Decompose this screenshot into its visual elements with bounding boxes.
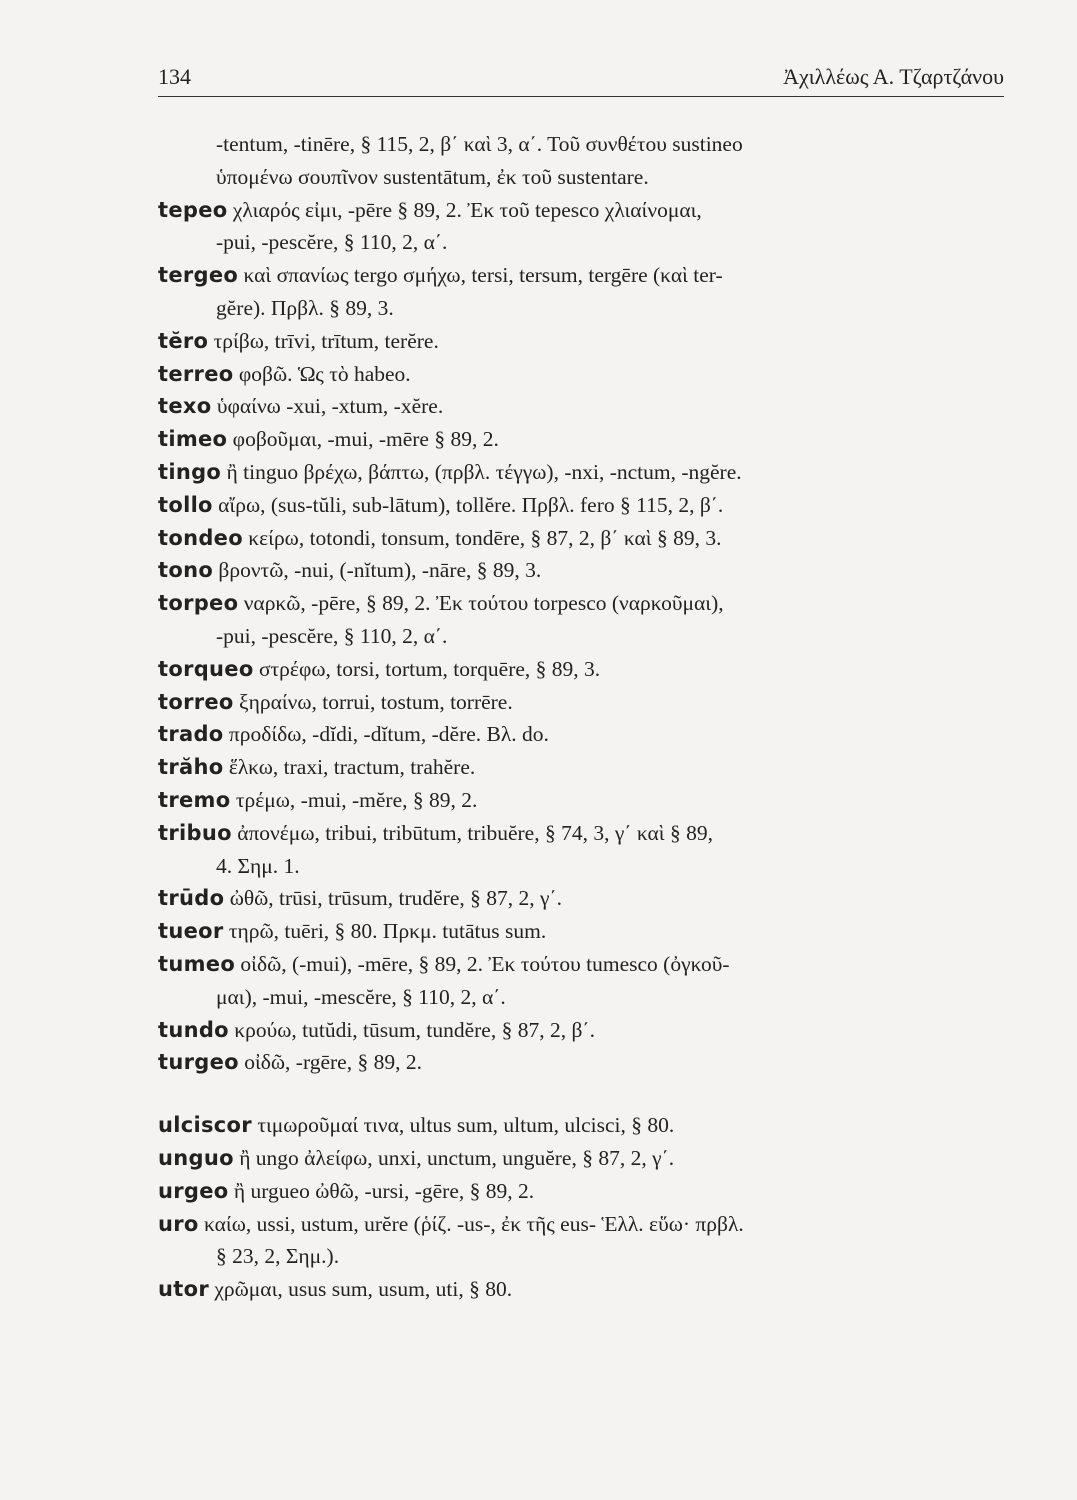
entry-text: ὠθῶ, trūsi, trūsum, trudĕre, § 87, 2, γ΄. xyxy=(224,886,563,911)
entry-text: φοβοῦμαι, -mui, -mēre § 89, 2. xyxy=(227,427,499,452)
entry-text: βροντῶ, -nui, (-nĭtum), -nāre, § 89, 3. xyxy=(213,558,542,583)
page-number: 134 xyxy=(158,64,191,89)
entry-lemma: torpeo xyxy=(158,591,239,616)
entry-text: αἴρω, (sus-tŭli, sub-lātum), tollĕre. Πρβλ. fero § 115, 2, β΄. xyxy=(212,492,724,517)
entry-text: φοβῶ. Ὡς τὸ habeo. xyxy=(233,361,411,386)
dictionary-entry xyxy=(158,390,1008,423)
entry-lemma: trado xyxy=(158,722,224,747)
entry-lemma: unguo xyxy=(158,1145,234,1170)
dictionary-entry xyxy=(158,259,1008,292)
entry-text: gĕre). Πρβλ. § 89, 3. xyxy=(216,295,394,320)
entry-lemma: tollo xyxy=(158,492,213,517)
running-title: Ἀχιλλέως Α. Τζαρτζάνου xyxy=(783,64,1004,89)
dictionary-entry xyxy=(158,1109,1008,1142)
entry-text: ἢ ungo ἀλείφω, unxi, unctum, unguĕre, § 87, 2, γ΄. xyxy=(233,1145,675,1170)
entry-continuation xyxy=(158,620,1008,653)
entry-text: τρίβω, trīvi, trītum, terĕre. xyxy=(208,328,439,353)
entry-lemma: ulciscor xyxy=(158,1113,252,1138)
entry-text: § 23, 2, Σημ.). xyxy=(216,1244,340,1269)
entry-text: τρέμω, -mui, -mĕre, § 89, 2. xyxy=(230,787,478,812)
dictionary-entry xyxy=(158,817,1008,850)
entry-text: ὑπομένω σουπῖνον sustentātum, ἐκ τοῦ sustentare. xyxy=(216,164,649,189)
entry-text: -pui, -pescĕre, § 110, 2, α΄. xyxy=(216,623,448,648)
entry-text: τηρῶ, tuēri, § 80. Πρκμ. tutātus sum. xyxy=(223,919,547,944)
entry-text: καίω, ussi, ustum, urĕre (ῥίζ. -us-, ἐκ τῆς eus- Ἑλλ. εὕω· πρβλ. xyxy=(198,1211,744,1236)
dictionary-entry xyxy=(158,325,1008,358)
entry-text: οἰδῶ, -rgēre, § 89, 2. xyxy=(238,1050,422,1075)
dictionary-entry xyxy=(158,1175,1008,1208)
entry-lemma: tondeo xyxy=(158,525,243,550)
entry-lemma: tumeo xyxy=(158,951,236,976)
page-header xyxy=(158,58,1004,97)
entry-text: -pui, -pescĕre, § 110, 2, α΄. xyxy=(216,230,448,255)
entry-lemma: tremo xyxy=(158,787,231,812)
dictionary-entry xyxy=(158,358,1008,391)
entry-continuation xyxy=(158,161,1008,194)
entry-text: κείρω, totondi, tonsum, tondēre, § 87, 2, β΄ καὶ § 89, 3. xyxy=(242,525,722,550)
entry-text: στρέφω, torsi, tortum, torquēre, § 89, 3. xyxy=(253,656,601,681)
dictionary-entry xyxy=(158,686,1008,719)
entry-text: -tentum, -tinēre, § 115, 2, β΄ καὶ 3, α΄. Τοῦ συνθέτου sustineo xyxy=(216,132,743,156)
dictionary-entry xyxy=(158,751,1008,784)
entry-lemma: torreo xyxy=(158,689,234,714)
dictionary-entry xyxy=(158,915,1008,948)
entry-text: μαι), -mui, -mescĕre, § 110, 2, α΄. xyxy=(216,984,506,1009)
entry-lemma: utor xyxy=(158,1277,209,1302)
entry-text: ἢ urgueo ὠθῶ, -ursi, -gēre, § 89, 2. xyxy=(228,1178,535,1203)
entry-text: 4. Σημ. 1. xyxy=(216,853,300,878)
entry-continuation xyxy=(158,226,1008,259)
entry-lemma: tono xyxy=(158,558,214,583)
entry-lemma: tueor xyxy=(158,919,224,944)
entry-continuation xyxy=(158,128,1008,161)
dictionary-entry xyxy=(158,456,1008,489)
dictionary-entry xyxy=(158,554,1008,587)
entry-text: ἀπονέμω, tribui, tribūtum, tribuĕre, § 74, 3, γ΄ καὶ § 89, xyxy=(231,820,713,845)
entry-text: χλιαρός εἰμι, -pēre § 89, 2. Ἐκ τοῦ tepesco χλιαίνομαι, xyxy=(227,197,702,222)
entry-text: χρῶμαι, usus sum, usum, uti, § 80. xyxy=(208,1277,513,1302)
entry-text: ὑφαίνω -xui, -xtum, -xĕre. xyxy=(211,394,444,419)
entry-lemma: trăho xyxy=(158,755,224,780)
dictionary-entry xyxy=(158,653,1008,686)
entry-continuation xyxy=(158,850,1008,883)
entry-text: καὶ σπανίως tergo σμήχω, tersi, tersum, tergēre (καὶ ter- xyxy=(238,263,723,288)
entry-lemma: texo xyxy=(158,394,212,419)
dictionary-entry xyxy=(158,882,1008,915)
dictionary-entry xyxy=(158,1046,1008,1079)
dictionary-entry xyxy=(158,1142,1008,1175)
dictionary-entries xyxy=(158,128,1008,1306)
entry-text: προδίδω, -dĭdi, -dĭtum, -dĕre. Βλ. do. xyxy=(223,722,549,747)
entry-lemma: timeo xyxy=(158,427,228,452)
entry-text: οἰδῶ, (-mui), -mēre, § 89, 2. Ἐκ τούτου tumesco (ὀγκοῦ- xyxy=(235,951,730,976)
dictionary-entry xyxy=(158,489,1008,522)
dictionary-entry xyxy=(158,423,1008,456)
entry-lemma: terreo xyxy=(158,361,234,386)
entry-text: κρούω, tutŭdi, tūsum, tundĕre, § 87, 2, β΄. xyxy=(228,1017,595,1042)
entry-continuation xyxy=(158,981,1008,1014)
entry-lemma: tribuo xyxy=(158,820,232,845)
entry-lemma: tundo xyxy=(158,1017,229,1042)
dictionary-entry xyxy=(158,1273,1008,1306)
entry-text: ναρκῶ, -pēre, § 89, 2. Ἐκ τούτου torpesco (ναρκοῦμαι), xyxy=(238,591,724,616)
dictionary-entry xyxy=(158,522,1008,555)
entry-lemma: trūdo xyxy=(158,886,225,911)
entry-lemma: tingo xyxy=(158,459,222,484)
entry-text: ἢ tinguo βρέχω, βάπτω, (πρβλ. τέγγω), -nxi, -nctum, -ngĕre. xyxy=(221,459,742,484)
section-gap xyxy=(158,1079,1008,1109)
entry-continuation xyxy=(158,292,1008,325)
entry-lemma: tĕro xyxy=(158,328,209,353)
dictionary-entry xyxy=(158,1014,1008,1047)
dictionary-entry xyxy=(158,948,1008,981)
entry-lemma: torqueo xyxy=(158,656,254,681)
entry-lemma: tepeo xyxy=(158,197,228,222)
dictionary-entry xyxy=(158,784,1008,817)
dictionary-entry xyxy=(158,1208,1008,1241)
entry-text: ἕλκω, traxi, tractum, trahĕre. xyxy=(223,755,476,780)
dictionary-entry xyxy=(158,587,1008,620)
entry-lemma: tergeo xyxy=(158,263,239,288)
entry-text: ξηραίνω, torrui, tostum, torrēre. xyxy=(233,689,513,714)
dictionary-entry xyxy=(158,718,1008,751)
entry-lemma: urgeo xyxy=(158,1178,229,1203)
entry-lemma: uro xyxy=(158,1211,199,1236)
entry-lemma: turgeo xyxy=(158,1050,239,1075)
entry-continuation xyxy=(158,1240,1008,1273)
entry-text: τιμωροῦμαί τινα, ultus sum, ultum, ulcisci, § 80. xyxy=(251,1113,675,1138)
dictionary-entry xyxy=(158,194,1008,227)
